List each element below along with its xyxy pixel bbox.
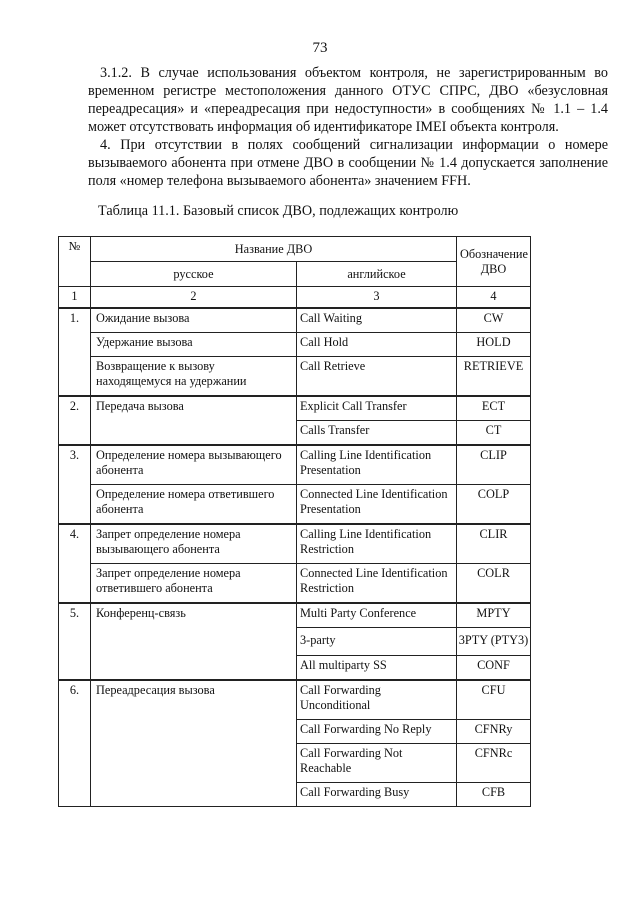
service-name-en: Connected Line Identification Restriction: [297, 564, 457, 604]
service-name-en: Call Waiting: [297, 308, 457, 333]
index-cell: 4: [457, 287, 531, 309]
service-name-en: All multiparty SS: [297, 656, 457, 681]
page-number: 73: [312, 40, 328, 56]
service-code: CW: [457, 308, 531, 333]
service-name-ru: Переадресация вызова: [91, 680, 297, 807]
table-row: [59, 564, 531, 604]
table-row: [59, 357, 531, 397]
service-code: COLR: [457, 564, 531, 604]
service-name-ru: Передача вызова: [91, 396, 297, 445]
service-name-ru: Удержание вызова: [91, 333, 297, 357]
service-code: HOLD: [457, 333, 531, 357]
service-name-en: Call Forwarding Unconditional: [297, 680, 457, 720]
table-caption: Таблица 11.1. Базовый список ДВО, подлежащих контролю: [98, 203, 459, 219]
dvo-table: [58, 236, 531, 807]
table-index-row: [59, 287, 531, 309]
service-name-ru: Запрет определение номера вызывающего абонента: [91, 524, 297, 564]
index-cell: 2: [91, 287, 297, 309]
service-code: CFNRy: [457, 720, 531, 744]
service-name-ru: Возвращение к вызову находящемуся на удержании: [91, 357, 297, 397]
service-code: CFB: [457, 783, 531, 807]
table-row: [59, 680, 531, 720]
header-english: английское: [297, 262, 457, 287]
service-name-en: 3-party: [297, 628, 457, 656]
service-code: ECT: [457, 396, 531, 421]
index-cell: 1: [59, 287, 91, 309]
header-russian: русское: [91, 262, 297, 287]
service-code: 3PTY (PTY3): [457, 628, 531, 656]
paragraph-4: 4. При отсутствии в полях сообщений сигнализации информации о номере вызываемого абонента при отмене ДВО в сообщении № 1.4 допускается заполнение поля «номер телефона вызываемого абонента» значением FFH.: [88, 137, 608, 189]
table-row: [59, 308, 531, 333]
group-number: 5.: [59, 603, 91, 680]
service-name-en: Calling Line Identification Restriction: [297, 524, 457, 564]
table-row: [59, 396, 531, 421]
service-name-en: Call Forwarding Not Reachable: [297, 744, 457, 783]
table-row: [59, 524, 531, 564]
group-number: 4.: [59, 524, 91, 603]
table-row: [59, 445, 531, 485]
service-name-ru: Запрет определение номера ответившего абонента: [91, 564, 297, 604]
group-number: 1.: [59, 308, 91, 396]
service-code: COLP: [457, 485, 531, 525]
service-name-en: Call Retrieve: [297, 357, 457, 397]
service-code: CONF: [457, 656, 531, 681]
service-name-en: Calls Transfer: [297, 421, 457, 446]
table-row: [59, 485, 531, 525]
service-name-en: Multi Party Conference: [297, 603, 457, 628]
service-code: CFU: [457, 680, 531, 720]
service-name-ru: Конференц-связь: [91, 603, 297, 680]
table-row: [59, 603, 531, 628]
service-code: CT: [457, 421, 531, 446]
service-name-ru: Определение номера ответившего абонента: [91, 485, 297, 525]
service-name-en: Connected Line Identification Presentation: [297, 485, 457, 525]
index-cell: 3: [297, 287, 457, 309]
service-name-ru: Определение номера вызывающего абонента: [91, 445, 297, 485]
header-number: №: [59, 237, 91, 287]
service-code: CFNRc: [457, 744, 531, 783]
group-number: 6.: [59, 680, 91, 807]
service-code: CLIP: [457, 445, 531, 485]
service-name-en: Calling Line Identification Presentation: [297, 445, 457, 485]
header-name: Название ДВО: [91, 237, 457, 262]
group-number: 3.: [59, 445, 91, 524]
service-name-ru: Ожидание вызова: [91, 308, 297, 333]
header-code: Обозначение ДВО: [457, 237, 531, 287]
service-name-en: Call Forwarding No Reply: [297, 720, 457, 744]
service-name-en: Call Hold: [297, 333, 457, 357]
service-code: RETRIEVE: [457, 357, 531, 397]
service-name-en: Call Forwarding Busy: [297, 783, 457, 807]
table-row: [59, 333, 531, 357]
paragraph-3-1-2: 3.1.2. В случае использования объектом контроля, не зарегистрированным во временном регистре местоположения данного ОТУС СПРС, ДВО «безусловная переадресация» и «переадресация при недоступности» в сообщениях № 1.1 – 1.4 может отсутствовать информация об идентификаторе IMEI объекта контроля.: [88, 65, 608, 135]
service-name-en: Explicit Call Transfer: [297, 396, 457, 421]
service-code: MPTY: [457, 603, 531, 628]
service-code: CLIR: [457, 524, 531, 564]
group-number: 2.: [59, 396, 91, 445]
table-header-row: [59, 237, 531, 262]
